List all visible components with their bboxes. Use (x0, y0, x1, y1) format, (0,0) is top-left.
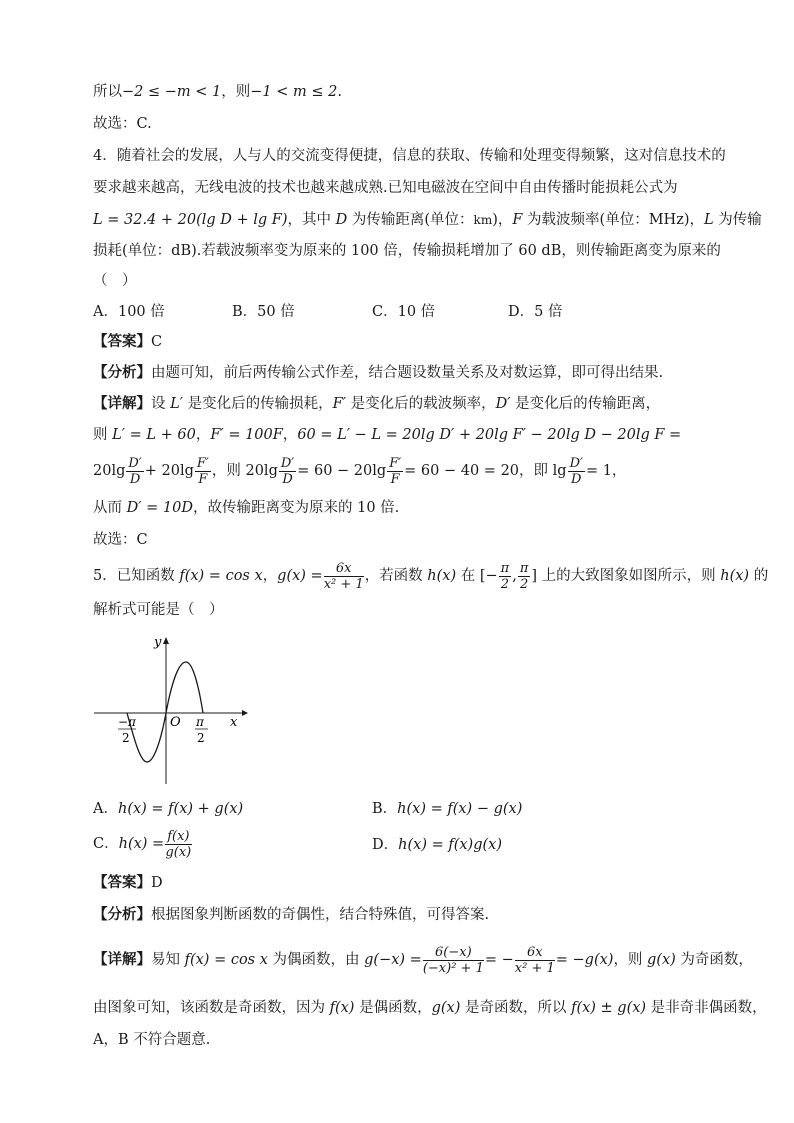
text: 是奇函数，所以 (460, 1000, 572, 1016)
var: D′ (495, 396, 511, 412)
origin-label: O (170, 715, 181, 730)
text: ， (262, 568, 278, 584)
fraction: $\frac{6x}{\text{x² + 1}}$ (323, 560, 364, 592)
text: = 60 − 20lg (297, 463, 387, 479)
q5-option-d[interactable] (372, 835, 502, 855)
q4-option-c[interactable]: C．10 倍 (372, 304, 436, 320)
analysis-text: 由题可知，前后两传输公式作差，结合题设数量关系及对数运算，即可得出结果. (151, 365, 664, 381)
text: . (337, 84, 342, 100)
q4-detail-line3 (93, 454, 626, 488)
neg-pi-denom: 2 (122, 731, 130, 745)
text: 设 (151, 396, 171, 412)
q4-select: 故选：C (93, 532, 148, 548)
option-text: h(x) = f(x)g(x) (398, 837, 502, 853)
math: h(x) (720, 568, 750, 584)
text: ，则 (613, 952, 648, 968)
fraction: $\frac{F'}{F}$ (389, 455, 402, 487)
math: = − (484, 952, 514, 968)
option-text: h(x) = f(x) + g(x) (117, 801, 244, 817)
y-axis-arrow (163, 637, 169, 644)
neg-pi-label: −π (118, 715, 136, 729)
math: −2 ≤ −m < 1 (122, 84, 222, 100)
q3-conclusion (93, 82, 342, 102)
q4-detail-line2 (93, 425, 681, 445)
answer-tag: 【答案】 (93, 333, 151, 350)
text: ，若函数 (364, 568, 428, 584)
text: 是非奇非偶函数， (646, 1000, 767, 1016)
fraction: $\frac{D'}{D}$ (280, 455, 295, 487)
text: 5．已知函数 (93, 568, 180, 584)
q4-stem-line4: 损耗(单位：dB).若载波频率变为原来的 100 倍，传输损耗增加了 60 dB，则传输距离变为原来的 (93, 243, 721, 259)
text: = 60 − 40 = 20 (404, 463, 520, 479)
option-tag: C． (93, 836, 119, 852)
option-tag: A． (93, 801, 118, 817)
text: 所以 (93, 84, 122, 100)
analysis-tag: 【分析】 (93, 906, 151, 923)
text: 从而 (93, 500, 127, 516)
q4-paren: （ ） (93, 273, 137, 289)
detail-tag: 【详解】 (93, 395, 151, 412)
text: 是变化后的传输损耗， (183, 396, 333, 412)
math: g(x) (431, 1000, 461, 1016)
q5-function-graph (90, 630, 260, 790)
q5-detail-line3: A，B 不符合题意. (93, 1032, 211, 1048)
q4-option-b[interactable]: B．50 倍 (232, 304, 295, 320)
math: = −g(x) (555, 952, 614, 968)
q4-answer (93, 332, 162, 352)
text: ，故传输距离变为原来的 10 倍. (192, 500, 400, 516)
text: 的 (749, 568, 769, 584)
math: −1 < m ≤ 2 (250, 84, 338, 100)
var: L′ (170, 396, 184, 412)
math: D′ = 10D (126, 500, 193, 516)
text: 是变化后的载波频率， (346, 396, 496, 412)
q5-option-c[interactable] (93, 826, 193, 862)
q3-select: 故选：C. (93, 116, 152, 132)
fraction: $\frac{\pi}{2}$ (500, 560, 510, 592)
text: 为奇函数， (675, 952, 753, 968)
math: h(x) (427, 568, 457, 584)
math: f(x) = cos x (179, 568, 263, 584)
text: 为传输 (713, 212, 762, 228)
function-curve (127, 662, 203, 762)
q4-stem-line1: 4．随着社会的发展，人与人的交流变得便捷，信息的获取、传输和处理变得频繁，这对信息技术的 (93, 148, 726, 164)
text: , (512, 568, 517, 584)
pos-pi-label: π (196, 715, 204, 729)
math: g(x) (647, 952, 676, 968)
text: )， (492, 212, 513, 228)
math: g(x) = (277, 568, 323, 584)
math: F′ = 100F (210, 427, 283, 443)
fraction: $\frac{\pi}{2}$ (519, 560, 529, 592)
math: 60 = L′ − L = 20lg D′ + 20lg F′ − 20lg D − 20lg F = (297, 427, 682, 443)
detail-tag: 【详解】 (93, 951, 151, 968)
fraction: $\frac{f(x)}{g(x)}$ (165, 828, 192, 860)
q4-option-a[interactable]: A．100 倍 (93, 304, 165, 320)
q4-stem-line2: 要求越来越高，无线电波的技术也越来越成熟.已知电磁波在空间中自由传播时能损耗公式为 (93, 180, 678, 196)
math: L′ = L + 60 (112, 427, 196, 443)
analysis-tag: 【分析】 (93, 364, 151, 381)
text: ， (282, 427, 298, 443)
pos-pi-denom: 2 (197, 731, 205, 745)
text: ，即 lg (519, 463, 567, 479)
answer-tag: 【答案】 (93, 874, 151, 891)
text: ， (611, 463, 627, 479)
x-axis-arrow (242, 710, 248, 716)
text: 由图象可知，该函数是奇函数，因为 (93, 1000, 330, 1016)
math: f(x) ± g(x) (571, 1000, 647, 1016)
q4-detail-line1 (93, 394, 660, 414)
analysis-text: 根据图象判断函数的奇偶性，结合特殊值，可得答案. (151, 907, 490, 923)
option-tag: D． (372, 837, 399, 853)
math: f(x) = cos x (184, 952, 268, 968)
text: 易知 (151, 952, 185, 968)
text: 20lg (93, 463, 126, 479)
q5-option-b[interactable] (372, 799, 522, 819)
text: 为传输距离(单位： (347, 212, 474, 228)
text: 为载波频率(单位：MHz)， (522, 212, 704, 228)
text: = 1 (585, 463, 612, 479)
fraction: $\frac{D'}{D}$ (569, 455, 583, 487)
q4-option-d[interactable]: D．5 倍 (508, 304, 563, 320)
q5-detail-line2 (93, 998, 767, 1018)
text: 是偶函数， (354, 1000, 432, 1016)
text: 为偶函数，由 (267, 952, 365, 968)
text: ] 上的大致图象如图所示，则 (531, 568, 721, 584)
answer-value: D (151, 875, 163, 891)
q4-detail-line4 (93, 498, 399, 518)
answer-value: C (151, 334, 163, 350)
math: g(−x) = (364, 952, 422, 968)
var: D (335, 212, 348, 228)
q5-detail-line1 (93, 941, 753, 979)
y-label: y (154, 635, 162, 650)
fraction: $\frac{6(-x)}{\text{(−x)² + 1}}$ (422, 944, 484, 976)
text: + 20lg (144, 463, 194, 479)
var: L (704, 212, 714, 228)
q5-stem-line1 (93, 558, 768, 594)
text: ， (195, 427, 211, 443)
q5-answer (93, 873, 163, 893)
x-label: x (230, 715, 238, 730)
q4-analysis (93, 363, 663, 383)
q5-option-a[interactable] (93, 799, 243, 819)
loss-formula: L = 32.4 + 20(lg D + lg F) (93, 212, 288, 228)
q5-stem-line2: 解析式可能是（ ） (93, 602, 224, 618)
unit: km (473, 213, 493, 227)
math: f(x) (329, 1000, 355, 1016)
text: 在 [− (456, 568, 498, 584)
option-text: h(x) = f(x) − g(x) (397, 801, 523, 817)
q4-stem-line3 (93, 210, 762, 230)
fraction: $\frac{D'}{D}$ (128, 455, 142, 487)
q5-analysis (93, 905, 489, 925)
text: 是变化后的传输距离， (510, 396, 661, 412)
text: 则 (93, 427, 113, 443)
var: F (512, 212, 523, 228)
option-text: h(x) = (118, 836, 165, 852)
text: ，则 20lg (211, 463, 278, 479)
var: F′ (332, 396, 346, 412)
fraction: $\frac{6x}{\text{x² + 1}}$ (514, 944, 555, 976)
text: ，则 (221, 84, 251, 100)
fraction: $\frac{F'}{F}$ (196, 455, 209, 487)
text: ，其中 (287, 212, 336, 228)
option-tag: B． (372, 801, 398, 817)
